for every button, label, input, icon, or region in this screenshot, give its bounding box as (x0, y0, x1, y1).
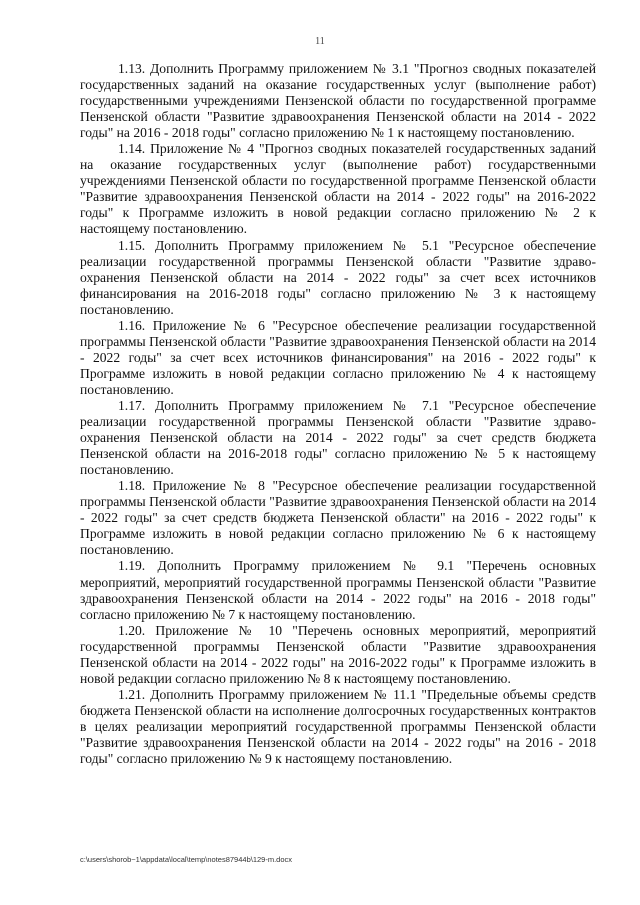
paragraph-1-13: 1.13. Дополнить Программу приложением № 3.1 "Прогноз сводных показателей государственных заданий на оказание государственных услуг (выполнение работ) государственными учреждениями Пензенской области по государственной программе Пензенской области "Развитие здравоохранения Пензенской области на 2014 - 2022 годы" на 2016 - 2018 годы" согласно приложению № 1 к настоящему постановлению. (80, 61, 596, 141)
paragraph-1-15: 1.15. Дополнить Программу приложением № 5.1 "Ресурсное обеспечение реализации государственной программы Пензенской области "Развитие здравоохранения Пензенской области на 2014 - 2022 годы" за счет всех источников финансирования на 2016-2018 годы" согласно приложению № 3 к настоящему постановлению. (80, 237, 596, 317)
page-number: 11 (315, 36, 325, 47)
paragraph-1-17: 1.17. Дополнить Программу приложением № 7.1 "Ресурсное обеспечение реализации государственной программы Пензенской области "Развитие здравоохранения Пензенской области на 2014 - 2022 годы" за счет средств бюджета Пензенской области на 2016-2018 годы" согласно приложению № 5 к настоящему постановлению. (80, 397, 596, 478)
paragraph-1-14: 1.14. Приложение № 4 "Прогноз сводных показателей государственных заданий на оказание государственных услуг (выполнение работ) государственными учреждениями Пензенской области по государственной программе Пензенской области "Развитие здравоохранения Пензенской области на 2014 - 2022 годы" на 2016-2022 годы" к Программе изложить в новой редакции согласно приложению № 2 к настоящему постановлению. (80, 141, 596, 237)
paragraph-1-16: 1.16. Приложение № 6 "Ресурсное обеспечение реализации государственной программы Пензенской области "Развитие здравоохранения Пензенской области на 2014 - 2022 годы" за счет всех источников финансирования" на 2016 - 2022 годы" к Программе изложить в новой редакции согласно приложению № 4 к настоящему постановлению. (80, 317, 596, 397)
footer-file-path: c:\users\shorob~1\appdata\local\temp\notes87944b\129-m.docx (80, 855, 293, 864)
document-body (80, 61, 596, 767)
paragraph-1-18: 1.18. Приложение № 8 "Ресурсное обеспечение реализации государственной программы Пензенской области "Развитие здравоохранения Пензенской области на 2014 - 2022 годы" за счет средств бюджета Пензенской области" на 2016 - 2022 годы" к Программе изложить в новой редакции согласно приложению № 6 к настоящему постановлению. (80, 478, 596, 558)
paragraph-1-20: 1.20. Приложение № 10 "Перечень основных мероприятий, мероприятий государственной программы Пензенской области "Развитие здравоохранения Пензенской области на 2014 - 2022 годы" на 2016-2022 годы" к Программе изложить в новой редакции согласно приложению № 8 к настоящему постановлению. (80, 622, 596, 686)
paragraph-1-21: 1.21. Дополнить Программу приложением № 11.1 "Предельные объемы средств бюджета Пензенской области на исполнение долгосрочных государственных контрактов в целях реализации мероприятий государственной программы Пензенской области "Развитие здравоохранения Пензенской области на 2014 - 2022 годы" на 2016 - 2018 годы" согласно приложению № 9 к настоящему постановлению. (80, 686, 596, 767)
paragraph-1-19: 1.19. Дополнить Программу приложением № 9.1 "Перечень основных мероприятий, мероприятий государственной программы Пензенской области "Развитие здравоохранения Пензенской области на 2014 - 2022 годы" на 2016 - 2018 годы" согласно приложению № 7 к настоящему постановлению. (80, 558, 596, 622)
